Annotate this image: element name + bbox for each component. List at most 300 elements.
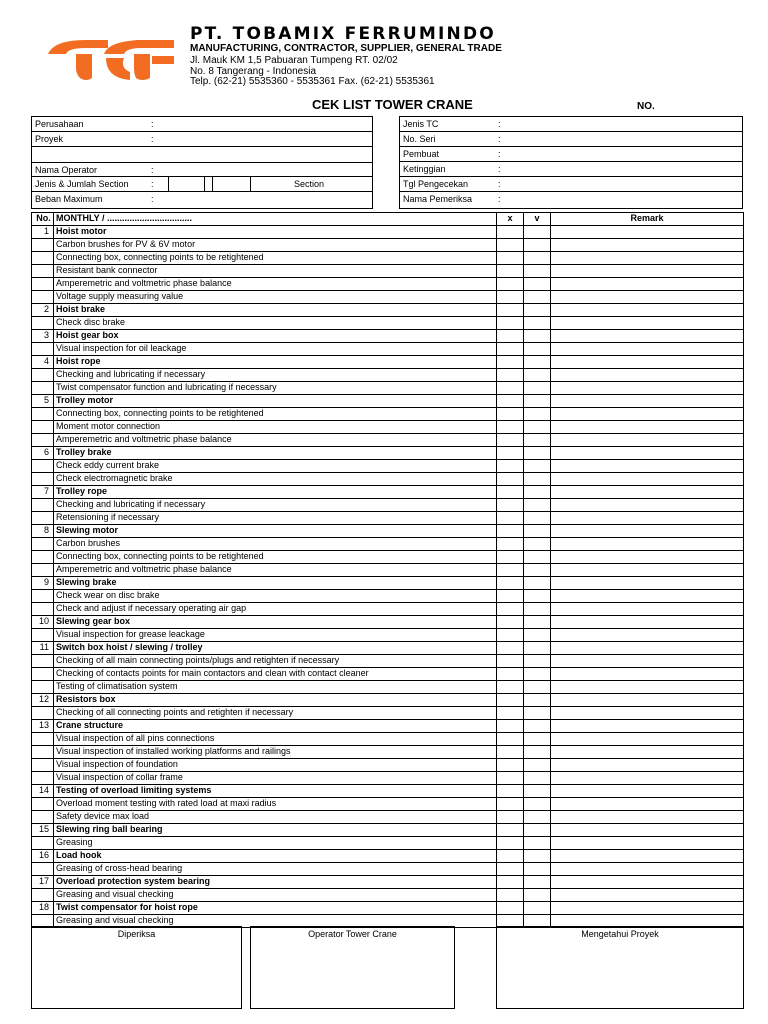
remark-cell[interactable]	[551, 551, 744, 564]
check-v-cell[interactable]	[524, 681, 551, 694]
check-item: Resistant bank connector	[54, 265, 497, 278]
check-item: Voltage supply measuring value	[54, 291, 497, 304]
check-v-cell[interactable]	[524, 590, 551, 603]
table-row	[32, 902, 744, 915]
check-x-cell[interactable]	[497, 421, 524, 434]
row-number	[32, 629, 54, 642]
table-row	[32, 525, 744, 538]
table-row	[32, 837, 744, 850]
table-row	[32, 616, 744, 629]
check-item: Carbon brushes for PV & 6V motor	[54, 239, 497, 252]
check-item: Checking of contacts points for main contactors and clean with contact cleaner	[54, 668, 497, 681]
remark-cell[interactable]	[551, 655, 744, 668]
table-row	[32, 746, 744, 759]
check-v-cell[interactable]	[524, 447, 551, 460]
remark-cell[interactable]	[551, 369, 744, 382]
check-v-cell[interactable]	[524, 382, 551, 395]
check-item: Visual inspection of collar frame	[54, 772, 497, 785]
table-row	[32, 694, 744, 707]
check-item: Retensioning if necessary	[54, 512, 497, 525]
row-number: 17	[32, 876, 54, 889]
table-row	[32, 239, 744, 252]
remark-cell[interactable]	[551, 863, 744, 876]
row-number: 15	[32, 824, 54, 837]
remark-cell[interactable]	[551, 642, 744, 655]
remark-cell[interactable]	[551, 837, 744, 850]
check-x-cell[interactable]	[497, 798, 524, 811]
row-number	[32, 655, 54, 668]
check-x-cell[interactable]	[497, 291, 524, 304]
check-item: Greasing	[54, 837, 497, 850]
section-heading: Hoist motor	[54, 226, 497, 239]
check-item: Visual inspection for grease leackage	[54, 629, 497, 642]
check-x-cell[interactable]	[497, 512, 524, 525]
table-row	[32, 629, 744, 642]
remark-cell[interactable]	[551, 330, 744, 343]
remark-cell[interactable]	[551, 265, 744, 278]
check-x-cell[interactable]	[497, 382, 524, 395]
check-item: Check wear on disc brake	[54, 590, 497, 603]
table-row	[32, 668, 744, 681]
remark-cell[interactable]	[551, 434, 744, 447]
row-number	[32, 265, 54, 278]
section-heading: Overload protection system bearing	[54, 876, 497, 889]
check-x-cell[interactable]	[497, 239, 524, 252]
table-row	[32, 369, 744, 382]
check-item: Connecting box, connecting points to be retightened	[54, 252, 497, 265]
check-x-cell[interactable]	[497, 408, 524, 421]
section-heading: Slewing gear box	[54, 616, 497, 629]
remark-cell[interactable]	[551, 590, 744, 603]
table-row	[32, 317, 744, 330]
table-row	[32, 421, 744, 434]
check-x-cell[interactable]	[497, 343, 524, 356]
check-x-cell[interactable]	[497, 434, 524, 447]
check-v-cell[interactable]	[524, 356, 551, 369]
check-v-cell[interactable]	[524, 746, 551, 759]
check-x-cell[interactable]	[497, 642, 524, 655]
remark-cell[interactable]	[551, 408, 744, 421]
check-v-cell[interactable]	[524, 486, 551, 499]
remark-cell[interactable]	[551, 564, 744, 577]
row-number	[32, 512, 54, 525]
row-number	[32, 278, 54, 291]
document-number-label: NO.	[637, 101, 655, 112]
check-v-cell[interactable]	[524, 252, 551, 265]
field-pembuat[interactable]: Pembuat :	[400, 147, 742, 162]
check-v-cell[interactable]	[524, 460, 551, 473]
table-row	[32, 395, 744, 408]
check-v-cell[interactable]	[524, 850, 551, 863]
check-x-cell[interactable]	[497, 876, 524, 889]
header-x: x	[497, 213, 524, 226]
remark-cell[interactable]	[551, 577, 744, 590]
remark-cell[interactable]	[551, 395, 744, 408]
remark-cell[interactable]	[551, 291, 744, 304]
check-x-cell[interactable]	[497, 694, 524, 707]
table-row	[32, 356, 744, 369]
row-number: 1	[32, 226, 54, 239]
check-x-cell[interactable]	[497, 863, 524, 876]
remark-cell[interactable]	[551, 473, 744, 486]
table-row	[32, 382, 744, 395]
table-row	[32, 551, 744, 564]
check-v-cell[interactable]	[524, 499, 551, 512]
check-v-cell[interactable]	[524, 655, 551, 668]
row-number: 18	[32, 902, 54, 915]
table-row	[32, 681, 744, 694]
table-row	[32, 733, 744, 746]
check-x-cell[interactable]	[497, 226, 524, 239]
remark-cell[interactable]	[551, 239, 744, 252]
company-contact-line: Telp. (62-21) 5535360 - 5535361 Fax. (62-21) 5535361	[190, 76, 435, 87]
remark-cell[interactable]	[551, 824, 744, 837]
row-number	[32, 811, 54, 824]
field-tgl-pengecekan[interactable]: Tgl Pengecekan :	[400, 177, 742, 192]
table-row	[32, 330, 744, 343]
table-row	[32, 291, 744, 304]
check-v-cell[interactable]	[524, 889, 551, 902]
check-v-cell[interactable]	[524, 759, 551, 772]
table-row	[32, 447, 744, 460]
check-v-cell[interactable]	[524, 863, 551, 876]
check-v-cell[interactable]	[524, 694, 551, 707]
row-number: 16	[32, 850, 54, 863]
header-remark: Remark	[551, 213, 744, 226]
check-v-cell[interactable]	[524, 538, 551, 551]
row-number	[32, 798, 54, 811]
check-v-cell[interactable]	[524, 629, 551, 642]
row-number	[32, 382, 54, 395]
remark-cell[interactable]	[551, 694, 744, 707]
check-item: Visual inspection of foundation	[54, 759, 497, 772]
check-x-cell[interactable]	[497, 538, 524, 551]
section-heading: Slewing ring ball bearing	[54, 824, 497, 837]
check-x-cell[interactable]	[497, 616, 524, 629]
row-number	[32, 889, 54, 902]
table-row	[32, 499, 744, 512]
remark-cell[interactable]	[551, 850, 744, 863]
check-x-cell[interactable]	[497, 252, 524, 265]
remark-cell[interactable]	[551, 798, 744, 811]
check-v-cell[interactable]	[524, 798, 551, 811]
row-number: 13	[32, 720, 54, 733]
check-x-cell[interactable]	[497, 304, 524, 317]
remark-cell[interactable]	[551, 876, 744, 889]
check-v-cell[interactable]	[524, 616, 551, 629]
row-number: 9	[32, 577, 54, 590]
check-v-cell[interactable]	[524, 720, 551, 733]
checklist-table	[31, 212, 744, 928]
table-row	[32, 863, 744, 876]
remark-cell[interactable]	[551, 772, 744, 785]
remark-cell[interactable]	[551, 499, 744, 512]
remark-cell[interactable]	[551, 616, 744, 629]
remark-cell[interactable]	[551, 902, 744, 915]
remark-cell[interactable]	[551, 707, 744, 720]
check-v-cell[interactable]	[524, 525, 551, 538]
check-item: Safety device max load	[54, 811, 497, 824]
header-monthly: MONTHLY / ..................................	[54, 213, 497, 226]
field-beban-maximum[interactable]: Beban Maximum :	[35, 194, 154, 204]
header-v: v	[524, 213, 551, 226]
check-v-cell[interactable]	[524, 733, 551, 746]
check-item: Checking and lubricating if necessary	[54, 369, 497, 382]
section-heading: Trolley brake	[54, 447, 497, 460]
check-v-cell[interactable]	[524, 876, 551, 889]
check-v-cell[interactable]	[524, 902, 551, 915]
row-number: 7	[32, 486, 54, 499]
check-x-cell[interactable]	[497, 629, 524, 642]
project-info-box	[31, 116, 373, 209]
section-heading: Trolley rope	[54, 486, 497, 499]
check-x-cell[interactable]	[497, 772, 524, 785]
company-address-line: No. 8 Tangerang - Indonesia	[190, 66, 317, 77]
row-number	[32, 863, 54, 876]
field-perusahaan[interactable]: Perusahaan :	[32, 117, 372, 132]
check-x-cell[interactable]	[497, 850, 524, 863]
check-x-cell[interactable]	[497, 681, 524, 694]
table-row	[32, 343, 744, 356]
check-item: Visual inspection for oil leackage	[54, 343, 497, 356]
check-x-cell[interactable]	[497, 785, 524, 798]
row-number: 3	[32, 330, 54, 343]
check-x-cell[interactable]	[497, 265, 524, 278]
check-v-cell[interactable]	[524, 707, 551, 720]
check-x-cell[interactable]	[497, 889, 524, 902]
check-x-cell[interactable]	[497, 824, 524, 837]
row-number: 8	[32, 525, 54, 538]
check-x-cell[interactable]	[497, 551, 524, 564]
table-row	[32, 707, 744, 720]
check-item: Connecting box, connecting points to be retightened	[54, 551, 497, 564]
check-item: Check eddy current brake	[54, 460, 497, 473]
field-nama-operator[interactable]: Nama Operator :	[32, 162, 372, 177]
check-item: Checking of all connecting points and retighten if necessary	[54, 707, 497, 720]
remark-cell[interactable]	[551, 525, 744, 538]
check-x-cell[interactable]	[497, 590, 524, 603]
table-row	[32, 486, 744, 499]
remark-cell[interactable]	[551, 668, 744, 681]
check-item: Overload moment testing with rated load at maxi radius	[54, 798, 497, 811]
row-number	[32, 564, 54, 577]
table-row	[32, 876, 744, 889]
remark-cell[interactable]	[551, 733, 744, 746]
remark-cell[interactable]	[551, 681, 744, 694]
row-number: 11	[32, 642, 54, 655]
row-number	[32, 707, 54, 720]
check-v-cell[interactable]	[524, 551, 551, 564]
check-v-cell[interactable]	[524, 395, 551, 408]
check-v-cell[interactable]	[524, 226, 551, 239]
field-jenis-jumlah-section[interactable]: Jenis & Jumlah Section : Section	[32, 177, 372, 192]
table-row	[32, 460, 744, 473]
remark-cell[interactable]	[551, 278, 744, 291]
crane-info-box	[399, 116, 743, 209]
company-address-line: Jl. Mauk KM 1,5 Pabuaran Tumpeng RT. 02/02	[190, 55, 398, 66]
check-v-cell[interactable]	[524, 330, 551, 343]
header-no: No.	[32, 213, 54, 226]
check-x-cell[interactable]	[497, 668, 524, 681]
check-v-cell[interactable]	[524, 343, 551, 356]
remark-cell[interactable]	[551, 343, 744, 356]
row-number: 14	[32, 785, 54, 798]
field-ketinggian[interactable]: Ketinggian :	[400, 162, 742, 177]
check-x-cell[interactable]	[497, 447, 524, 460]
check-v-cell[interactable]	[524, 785, 551, 798]
remark-cell[interactable]	[551, 629, 744, 642]
remark-cell[interactable]	[551, 304, 744, 317]
check-x-cell[interactable]	[497, 473, 524, 486]
table-row	[32, 538, 744, 551]
table-row	[32, 577, 744, 590]
check-x-cell[interactable]	[497, 499, 524, 512]
check-v-cell[interactable]	[524, 317, 551, 330]
check-x-cell[interactable]	[497, 564, 524, 577]
check-v-cell[interactable]	[524, 837, 551, 850]
check-x-cell[interactable]	[497, 746, 524, 759]
check-v-cell[interactable]	[524, 304, 551, 317]
field-jenis-tc[interactable]: Jenis TC :	[400, 117, 742, 132]
check-v-cell[interactable]	[524, 265, 551, 278]
check-item: Greasing and visual checking	[54, 889, 497, 902]
check-item: Visual inspection of installed working platforms and railings	[54, 746, 497, 759]
check-v-cell[interactable]	[524, 811, 551, 824]
check-x-cell[interactable]	[497, 603, 524, 616]
remark-cell[interactable]	[551, 538, 744, 551]
table-row	[32, 772, 744, 785]
row-number	[32, 252, 54, 265]
check-v-cell[interactable]	[524, 473, 551, 486]
check-x-cell[interactable]	[497, 655, 524, 668]
field-no-seri[interactable]: No. Seri :	[400, 132, 742, 147]
section-heading: Load hook	[54, 850, 497, 863]
check-x-cell[interactable]	[497, 577, 524, 590]
check-v-cell[interactable]	[524, 512, 551, 525]
remark-cell[interactable]	[551, 759, 744, 772]
remark-cell[interactable]	[551, 421, 744, 434]
check-v-cell[interactable]	[524, 239, 551, 252]
table-row	[32, 408, 744, 421]
check-x-cell[interactable]	[497, 733, 524, 746]
spacer-row	[32, 147, 372, 162]
remark-cell[interactable]	[551, 382, 744, 395]
field-nama-pemeriksa[interactable]: Nama Pemeriksa :	[403, 194, 501, 204]
section-heading: Slewing motor	[54, 525, 497, 538]
row-number	[32, 837, 54, 850]
remark-cell[interactable]	[551, 317, 744, 330]
section-heading: Trolley motor	[54, 395, 497, 408]
remark-cell[interactable]	[551, 512, 744, 525]
check-v-cell[interactable]	[524, 434, 551, 447]
check-item: Checking and lubricating if necessary	[54, 499, 497, 512]
check-x-cell[interactable]	[497, 902, 524, 915]
table-row	[32, 603, 744, 616]
table-row	[32, 434, 744, 447]
remark-cell[interactable]	[551, 811, 744, 824]
field-proyek[interactable]: Proyek :	[32, 132, 372, 147]
checklist-header-row	[32, 213, 744, 226]
table-row	[32, 759, 744, 772]
check-v-cell[interactable]	[524, 291, 551, 304]
table-row	[32, 850, 744, 863]
remark-cell[interactable]	[551, 486, 744, 499]
check-x-cell[interactable]	[497, 317, 524, 330]
check-x-cell[interactable]	[497, 460, 524, 473]
row-number	[32, 460, 54, 473]
check-x-cell[interactable]	[497, 837, 524, 850]
check-v-cell[interactable]	[524, 603, 551, 616]
check-v-cell[interactable]	[524, 824, 551, 837]
remark-cell[interactable]	[551, 785, 744, 798]
check-v-cell[interactable]	[524, 642, 551, 655]
check-x-cell[interactable]	[497, 369, 524, 382]
row-number: 12	[32, 694, 54, 707]
section-heading: Hoist rope	[54, 356, 497, 369]
remark-cell[interactable]	[551, 356, 744, 369]
check-item: Greasing and visual checking	[54, 915, 497, 928]
check-x-cell[interactable]	[497, 720, 524, 733]
row-number	[32, 473, 54, 486]
check-x-cell[interactable]	[497, 707, 524, 720]
check-x-cell[interactable]	[497, 486, 524, 499]
signature-box-diperiksa[interactable]: Diperiksa	[31, 926, 242, 1009]
row-number	[32, 733, 54, 746]
check-item: Moment motor connection	[54, 421, 497, 434]
row-number	[32, 590, 54, 603]
check-x-cell[interactable]	[497, 356, 524, 369]
check-v-cell[interactable]	[524, 278, 551, 291]
check-v-cell[interactable]	[524, 408, 551, 421]
check-v-cell[interactable]	[524, 564, 551, 577]
row-number	[32, 369, 54, 382]
remark-cell[interactable]	[551, 252, 744, 265]
row-number	[32, 759, 54, 772]
check-x-cell[interactable]	[497, 330, 524, 343]
section-heading: Twist compensator for hoist rope	[54, 902, 497, 915]
signature-box-mengetahui[interactable]: Mengetahui Proyek	[496, 926, 744, 1009]
remark-cell[interactable]	[551, 226, 744, 239]
section-heading: Crane structure	[54, 720, 497, 733]
check-x-cell[interactable]	[497, 395, 524, 408]
table-row	[32, 278, 744, 291]
check-x-cell[interactable]	[497, 278, 524, 291]
check-x-cell[interactable]	[497, 759, 524, 772]
check-x-cell[interactable]	[497, 525, 524, 538]
remark-cell[interactable]	[551, 889, 744, 902]
row-number	[32, 551, 54, 564]
remark-cell[interactable]	[551, 460, 744, 473]
remark-cell[interactable]	[551, 447, 744, 460]
check-v-cell[interactable]	[524, 668, 551, 681]
table-row	[32, 226, 744, 239]
check-v-cell[interactable]	[524, 369, 551, 382]
remark-cell[interactable]	[551, 746, 744, 759]
company-name: PT. TOBAMIX FERRUMINDO	[190, 24, 496, 44]
row-number	[32, 772, 54, 785]
company-tagline: MANUFACTURING, CONTRACTOR, SUPPLIER, GENERAL TRADE	[190, 43, 502, 54]
row-number: 5	[32, 395, 54, 408]
signature-box-operator[interactable]: Operator Tower Crane	[250, 926, 455, 1009]
remark-cell[interactable]	[551, 603, 744, 616]
check-v-cell[interactable]	[524, 577, 551, 590]
check-x-cell[interactable]	[497, 811, 524, 824]
remark-cell[interactable]	[551, 720, 744, 733]
check-v-cell[interactable]	[524, 772, 551, 785]
check-v-cell[interactable]	[524, 421, 551, 434]
table-row	[32, 590, 744, 603]
table-row	[32, 564, 744, 577]
